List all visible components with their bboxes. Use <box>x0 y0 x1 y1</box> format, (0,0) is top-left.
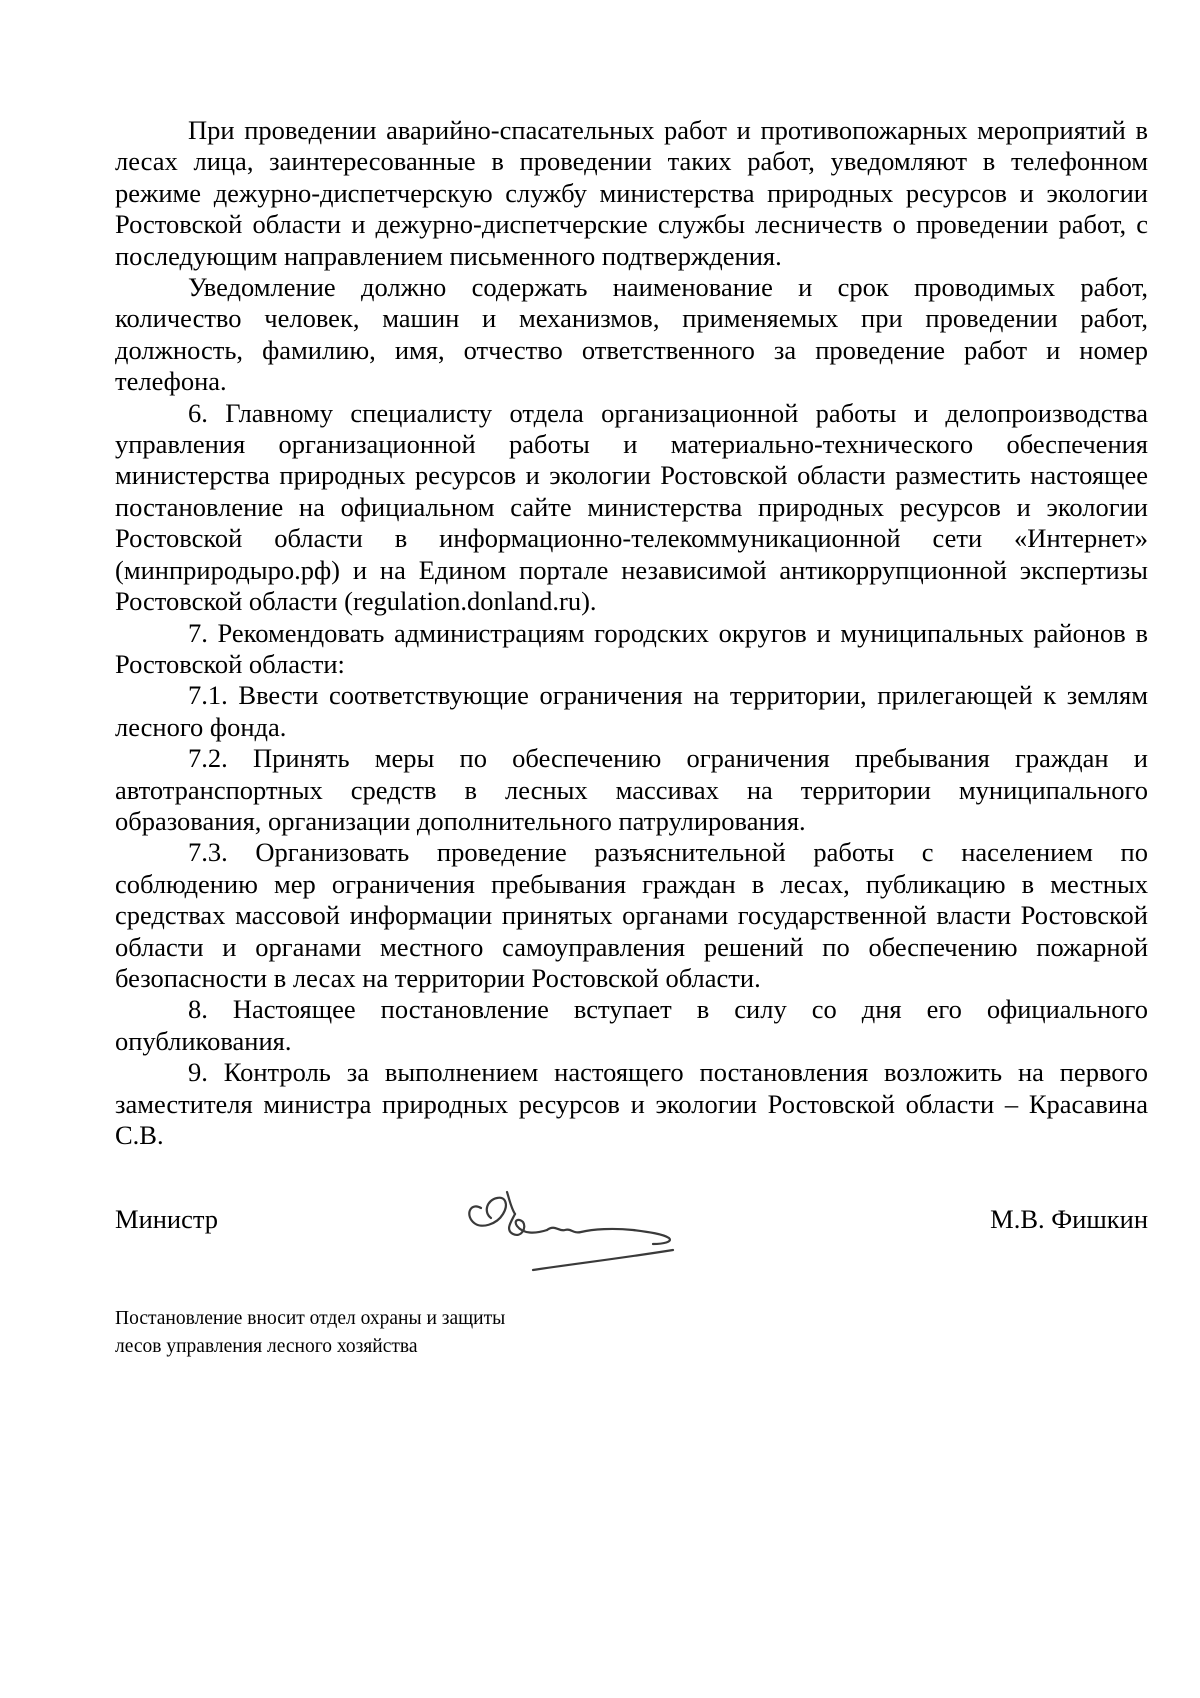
signatory-name: М.В. Фишкин <box>990 1204 1148 1234</box>
handwritten-signature-icon <box>463 1178 743 1278</box>
paragraph-notification-content: Уведомление должно содержать наименование и срок проводимых работ, количество человек, машин и механизмов, применяемых при проведении работ, должность, фамилию, имя, отчество ответственного за проведение работ и номер телефона. <box>115 272 1148 397</box>
paragraph-item-7-3: 7.3. Организовать проведение разъяснительной работы с населением по соблюдению мер ограничения пребывания граждан в лесах, публикацию в местных средствах массовой информации принятых органами государственной власти Ростовской области и органами местного самоуправления решений по обеспечению пожарной безопасности в лесах на территории Ростовской области. <box>115 837 1148 993</box>
paragraph-item-6: 6. Главному специалисту отдела организационной работы и делопроизводства управления организационной работы и материально-технического обеспечения министерства природных ресурсов и экологии Ростовской области разместить настоящее постановление на официальном сайте министерства природных ресурсов и экологии Ростовской области в информационно-телекоммуникационной сети «Интернет» (минприродыро.рф) и на Едином портале независимой антикоррупционной экспертизы Ростовской области (regulation.donland.ru). <box>115 397 1148 617</box>
paragraph-item-8: 8. Настоящее постановление вступает в силу со дня его официального опубликования. <box>115 994 1148 1056</box>
document-body <box>115 115 1148 1151</box>
paragraph-item-7-2: 7.2. Принять меры по обеспечению ограничения пребывания граждан и автотранспортных средств в лесных массивах на территории муниципального образования, организации дополнительного патрулирования. <box>115 743 1148 836</box>
signatory-title: Министр <box>115 1204 219 1234</box>
paragraph-emergency-works: При проведении аварийно-спасательных работ и противопожарных мероприятий в лесах лица, заинтересованные в проведении таких работ, уведомляют в телефонном режиме дежурно-диспетчерскую службу министерства природных ресурсов и экологии Ростовской области и дежурно-диспетчерские службы лесничеств о проведении работ, с последующим направлением письменного подтверждения. <box>115 115 1148 271</box>
paragraph-item-7: 7. Рекомендовать администрациям городских округов и муниципальных районов в Ростовской области: <box>115 617 1148 679</box>
paragraph-item-7-1: 7.1. Ввести соответствующие ограничения на территории, прилегающей к землям лесного фонда. <box>115 680 1148 742</box>
paragraph-item-9: 9. Контроль за выполнением настоящего постановления возложить на первого заместителя министра природных ресурсов и экологии Ростовской области – Красавина С.В. <box>115 1057 1148 1150</box>
footer-line-2: лесов управления лесного хозяйства <box>115 1336 418 1357</box>
footer-note <box>115 1305 505 1361</box>
footer-line-1: Постановление вносит отдел охраны и защиты <box>115 1308 506 1329</box>
